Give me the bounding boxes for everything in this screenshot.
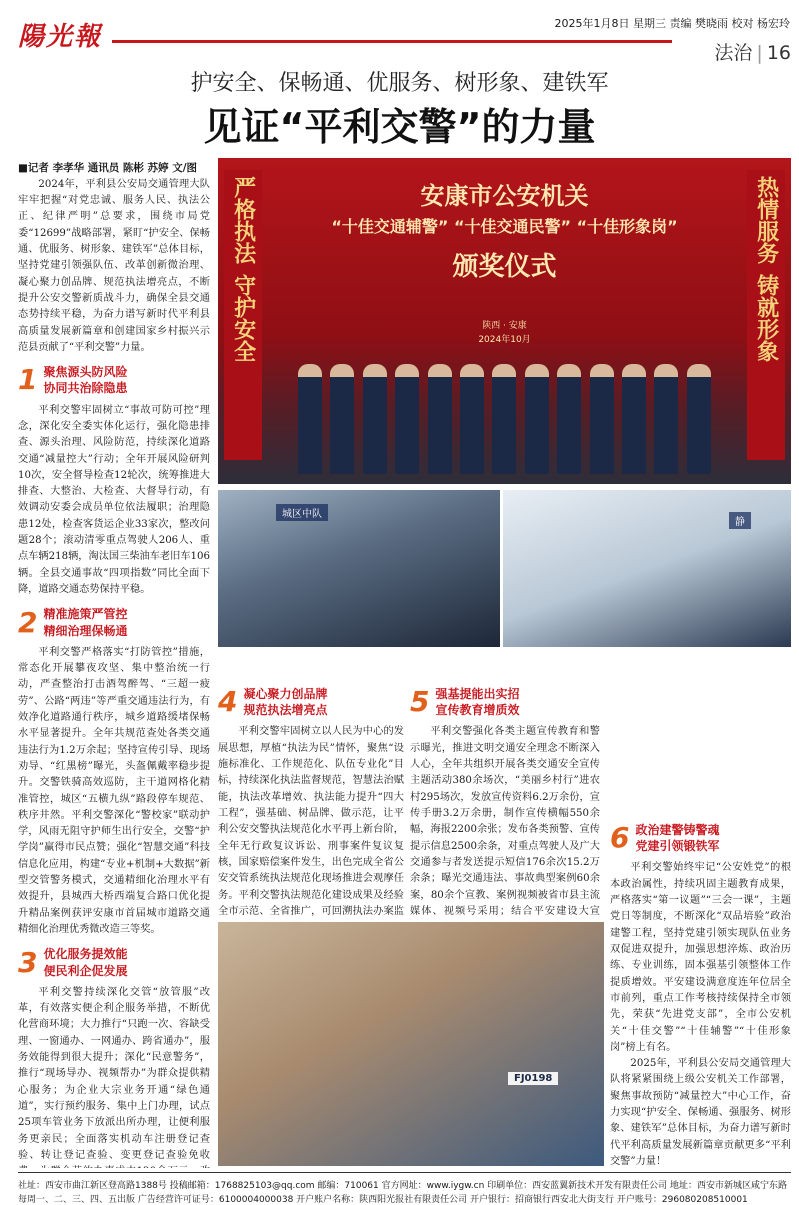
subhead-number: 4	[218, 685, 238, 719]
closing-paragraph: 2025年，平利县公安局交通管理大队将紧紧围绕上级公安机关工作部署，聚焦事故预防“减量控大”中心工作，奋力实现“护安全、保畅通、强服务、树形象、建铁军”总体目标，为奋力谱写新时代平利高质量发展新篇章贡献更多“平利交警”力量！	[610, 1058, 791, 1167]
subhead-3	[18, 946, 210, 978]
subhead-line: 强基提能出实招	[435, 687, 520, 701]
subhead-line: 精细治理保畅通	[43, 623, 128, 638]
officer-figure	[687, 364, 711, 474]
subhead-6	[610, 822, 791, 854]
section-5-text: 平利交警强化各类主题宣传教育和警示曝光，推进文明交通安全理念不断深入人心，全年共组织开展各类交通安全宣传主题活动380余场次，“美丽乡村行”进农村295场次，发放宣传资料6.2万余份，宣传手册3.2万余册，制作宣传横幅550余幅，海报2200余张；发布各类预警、宣传提示信息2500余条，对重点驾驶人及广大交通参与者发送提示短信176余次15.2万余条；曝光交通违法、事故典型案例60余案，80余个宣教、案例视频被省市县主流媒体、视频号采用；结合平安建设大宣	[410, 726, 600, 917]
quiet-sign: 静	[729, 512, 751, 529]
left-banner: 严格执法 守护安全	[224, 170, 262, 460]
newspaper-logo: 陽光報	[18, 22, 103, 52]
squad-inspection-photo	[218, 490, 500, 647]
subhead-line: 政治建警铸警魂	[635, 823, 720, 837]
subhead-line: 凝心聚力创品牌	[243, 687, 328, 701]
footer-line-1: 社址：西安市曲江新区登高路1388号 投稿邮箱：1768825103@qq.com 邮编：710061 官方网址：www.iygw.cn 印刷单位：西安蓝翼新技术开发有限责任公司 地址：西安市新城区咸宁东路	[18, 1181, 788, 1191]
subhead-2	[18, 606, 210, 638]
date-editor-line: 2025年1月8日 星期三 责编 樊晓雨 校对 杨宏玲	[554, 17, 790, 30]
officer-figure	[525, 364, 549, 474]
award-ceremony-photo	[218, 158, 791, 484]
section-3-text: 平利交警持续深化交管“放管服”改革，有效落实便企利企服务举措，不断优化营商环境；大力推行“只跑一次、容缺受理、一窗通办、一网通办、跨省通办”，服务效能得到很大提升；深化“民意警务”，推行“现场导办、视频帮办”为群众提供精心服务；为企业大宗业务开通“绿色通道”，实行预约服务、集中上门办理，试点25项车管业务下放派出所办理，让便利服务更亲民；全面落实机动车注册登记查验、转让登记查验、变更登记查验免收	[18, 986, 210, 1161]
subhead-line: 宣传教育增质效	[435, 703, 520, 718]
subhead-4	[218, 686, 404, 718]
stage-heading-2: “十佳交通辅警” “十佳交通民警” “十佳形象岗”	[331, 217, 678, 236]
subhead-line: 精准施策严管控	[43, 607, 128, 622]
officer-figure	[622, 364, 646, 474]
office-visit-photo	[503, 490, 791, 647]
badge-number: FJ0198	[508, 1072, 558, 1085]
column-left	[18, 160, 210, 1168]
officer-figure	[298, 364, 322, 474]
masthead-rule	[112, 40, 672, 43]
subhead-5	[410, 686, 600, 718]
headline-subtitle: 护安全、保畅通、优服务、树形象、建铁军	[190, 71, 609, 96]
stage-place: 陕西 · 安康	[482, 321, 527, 331]
officer-figure	[492, 364, 516, 474]
section-name: 法治	[714, 42, 753, 64]
officer-figure	[363, 364, 387, 474]
intro-paragraph: 2024年，平利县公安局交通管理大队牢牢把握“对党忠诚、服务人民、执法公正、纪律严明”总要求，围绕市局党委“12699”战略部署，紧盯“护安全、保畅通、优服务、树形象、建铁军”总体目标，坚持党建引领强队伍、改革创新微治理、凝心聚力创品牌、规范执法增亮点，不断提升公安交警新质战斗力，确保全县交通态势持续平稳，为奋力谱写新时代平利县高质量发展新篇章和创建国家乡村振兴示范县贡献了“平利交警”力量。	[18, 178, 210, 353]
column-mid	[218, 662, 404, 917]
subhead-number: 3	[18, 945, 38, 979]
subhead-number: 1	[18, 363, 38, 397]
subhead-line: 规范执法增亮点	[243, 703, 328, 718]
stage-heading-3: 颁奖仪式	[452, 252, 557, 282]
column-midright	[410, 662, 600, 917]
officer-figure	[654, 364, 678, 474]
section-6-text: 平利交警始终牢记“公安姓党”的根本政治属性，持续巩固主题教育成果，严格落实“第一议题”“三会一课”，主题党日等制度，不断深化“双品培验”政治建警工程，坚持党建引领实现队伍业务双促进双提升，加强思想淬炼、政治历练、专业训练，固本强基引领整体工作提质增效。平安建设满意度连年位居全市前列，重点工作考核持续保持全市领先，荣获“先进党支部”，全市公安机关“十佳交警”“十佳辅警”“十佳形象岗”榜上有名。	[610, 862, 791, 1053]
section-label	[676, 38, 791, 65]
subhead-number: 5	[410, 685, 430, 719]
squad-sign: 城区中队	[276, 504, 328, 521]
section-2-text: 平利交警严格落实“打防管控”措施，常态化开展攀夜攻坚、集中整治统一行动，严查整治打击酒驾醉驾、“三超一疲劳”、公路“两违”等严重交通违法行为，有效净化道路通行秩序，城乡道路缓堵保畅水平显著提升。全年共规范查处各类交通违法行为1.2万余起；坚持宣传引导、现场劝导、“红黑榜”曝光，头盔佩戴率稳步提升。交警铁骑高效巡防，主干道网格化精准管控，城区“五横九纵”路段停车规范、秩序井然。平利交警深化“警校家”联动护学，风雨无阻守护师生出行安全，交警“护学岗”赢得市民点赞；强化“智慧交通”科技信息化应用，构建“专业+机制+大数据”新型交管警务模式，交通精细化治理水平有效提升，县城西大桥西端复合路口优化提升精品案例获评安康市首届城市道路交通精细化治理优秀微改造三等奖。	[18, 646, 210, 936]
officer-figure	[460, 364, 484, 474]
officer-figure	[557, 364, 581, 474]
stage-date: 2024年10月	[478, 335, 531, 345]
footer-line-2: 每周一、二、三、四、五出版 广告经营许可证号：6100004000038 开户账户名称：陕西阳光报社有限责任公司 开户银行：招商银行西安北大街支行 开户账号：296080208510001	[18, 1195, 748, 1205]
page-number: 16	[766, 42, 791, 64]
subhead-line: 党建引领锻铁军	[635, 839, 720, 854]
subhead-line: 便民利企促发展	[43, 963, 128, 978]
section-1-text: 平利交警牢固树立“事故可防可控”理念，深化安全委实体化运行，强化隐患排查、源头治理、风险防范，持续深化道路交通“减量控大”行动；全年开展风险研判10次，安全督导检查12轮次，统筹推进大排查、大整治、大检查、大督导行动，有效调动安委会成员单位依法履职；治理隐患12处，检查客货运企业33家次，整改问题28个；滚动清零重点驾驶人206人、重点车辆218辆，淘汰国三柴油车老旧车106辆。全县交通事故“四项指数”同比全面下降，道路交通态势保持平稳。	[18, 404, 210, 596]
byline: ■记者 李孝华 通讯员 陈彬 苏婷 文/图	[18, 162, 198, 174]
officer-figure	[395, 364, 419, 474]
headline-title: 见证“平利交警”的力量	[203, 105, 596, 149]
stage-heading-1: 安康市公安机关	[420, 182, 589, 210]
footer-rule	[18, 1172, 791, 1173]
officer-figure	[330, 364, 354, 474]
subhead-line: 协同共治除隐患	[43, 381, 128, 396]
section-divider: |	[756, 42, 763, 64]
subhead-1	[18, 364, 210, 396]
section-4-text: 平利交警牢固树立以人民为中心的发展思想，厚植“执法为民”情怀，聚焦“设施标准化、工作规范化、队伍专业化”目标，持续深化执法监督规范，智慧法治赋能，执法改革增效、执法能力提升“四大工程”，强基础、树品牌、做示范，让平利公安交警执法规范化水平再上新台阶，全年无行政复议诉讼、刑事案件复议复核，国家赔偿案件发生，出色完成全省公安交管系统执法规范化现场推进会观摩任务。平利交警执法规范化建设成果及经验全市示范、全省推广，可回溯执法办案监	[218, 726, 404, 917]
subhead-number: 6	[610, 821, 630, 855]
officer-figure	[590, 364, 614, 474]
subhead-number: 2	[18, 605, 38, 639]
subhead-line: 优化服务提效能	[43, 947, 128, 962]
right-banner: 热情服务 铸就形象	[747, 170, 785, 460]
column-right	[610, 662, 791, 1168]
officer-lineup	[298, 354, 711, 474]
subhead-line: 聚焦源头防风险	[43, 365, 128, 380]
officer-figure	[428, 364, 452, 474]
service-hall-photo	[218, 922, 604, 1166]
